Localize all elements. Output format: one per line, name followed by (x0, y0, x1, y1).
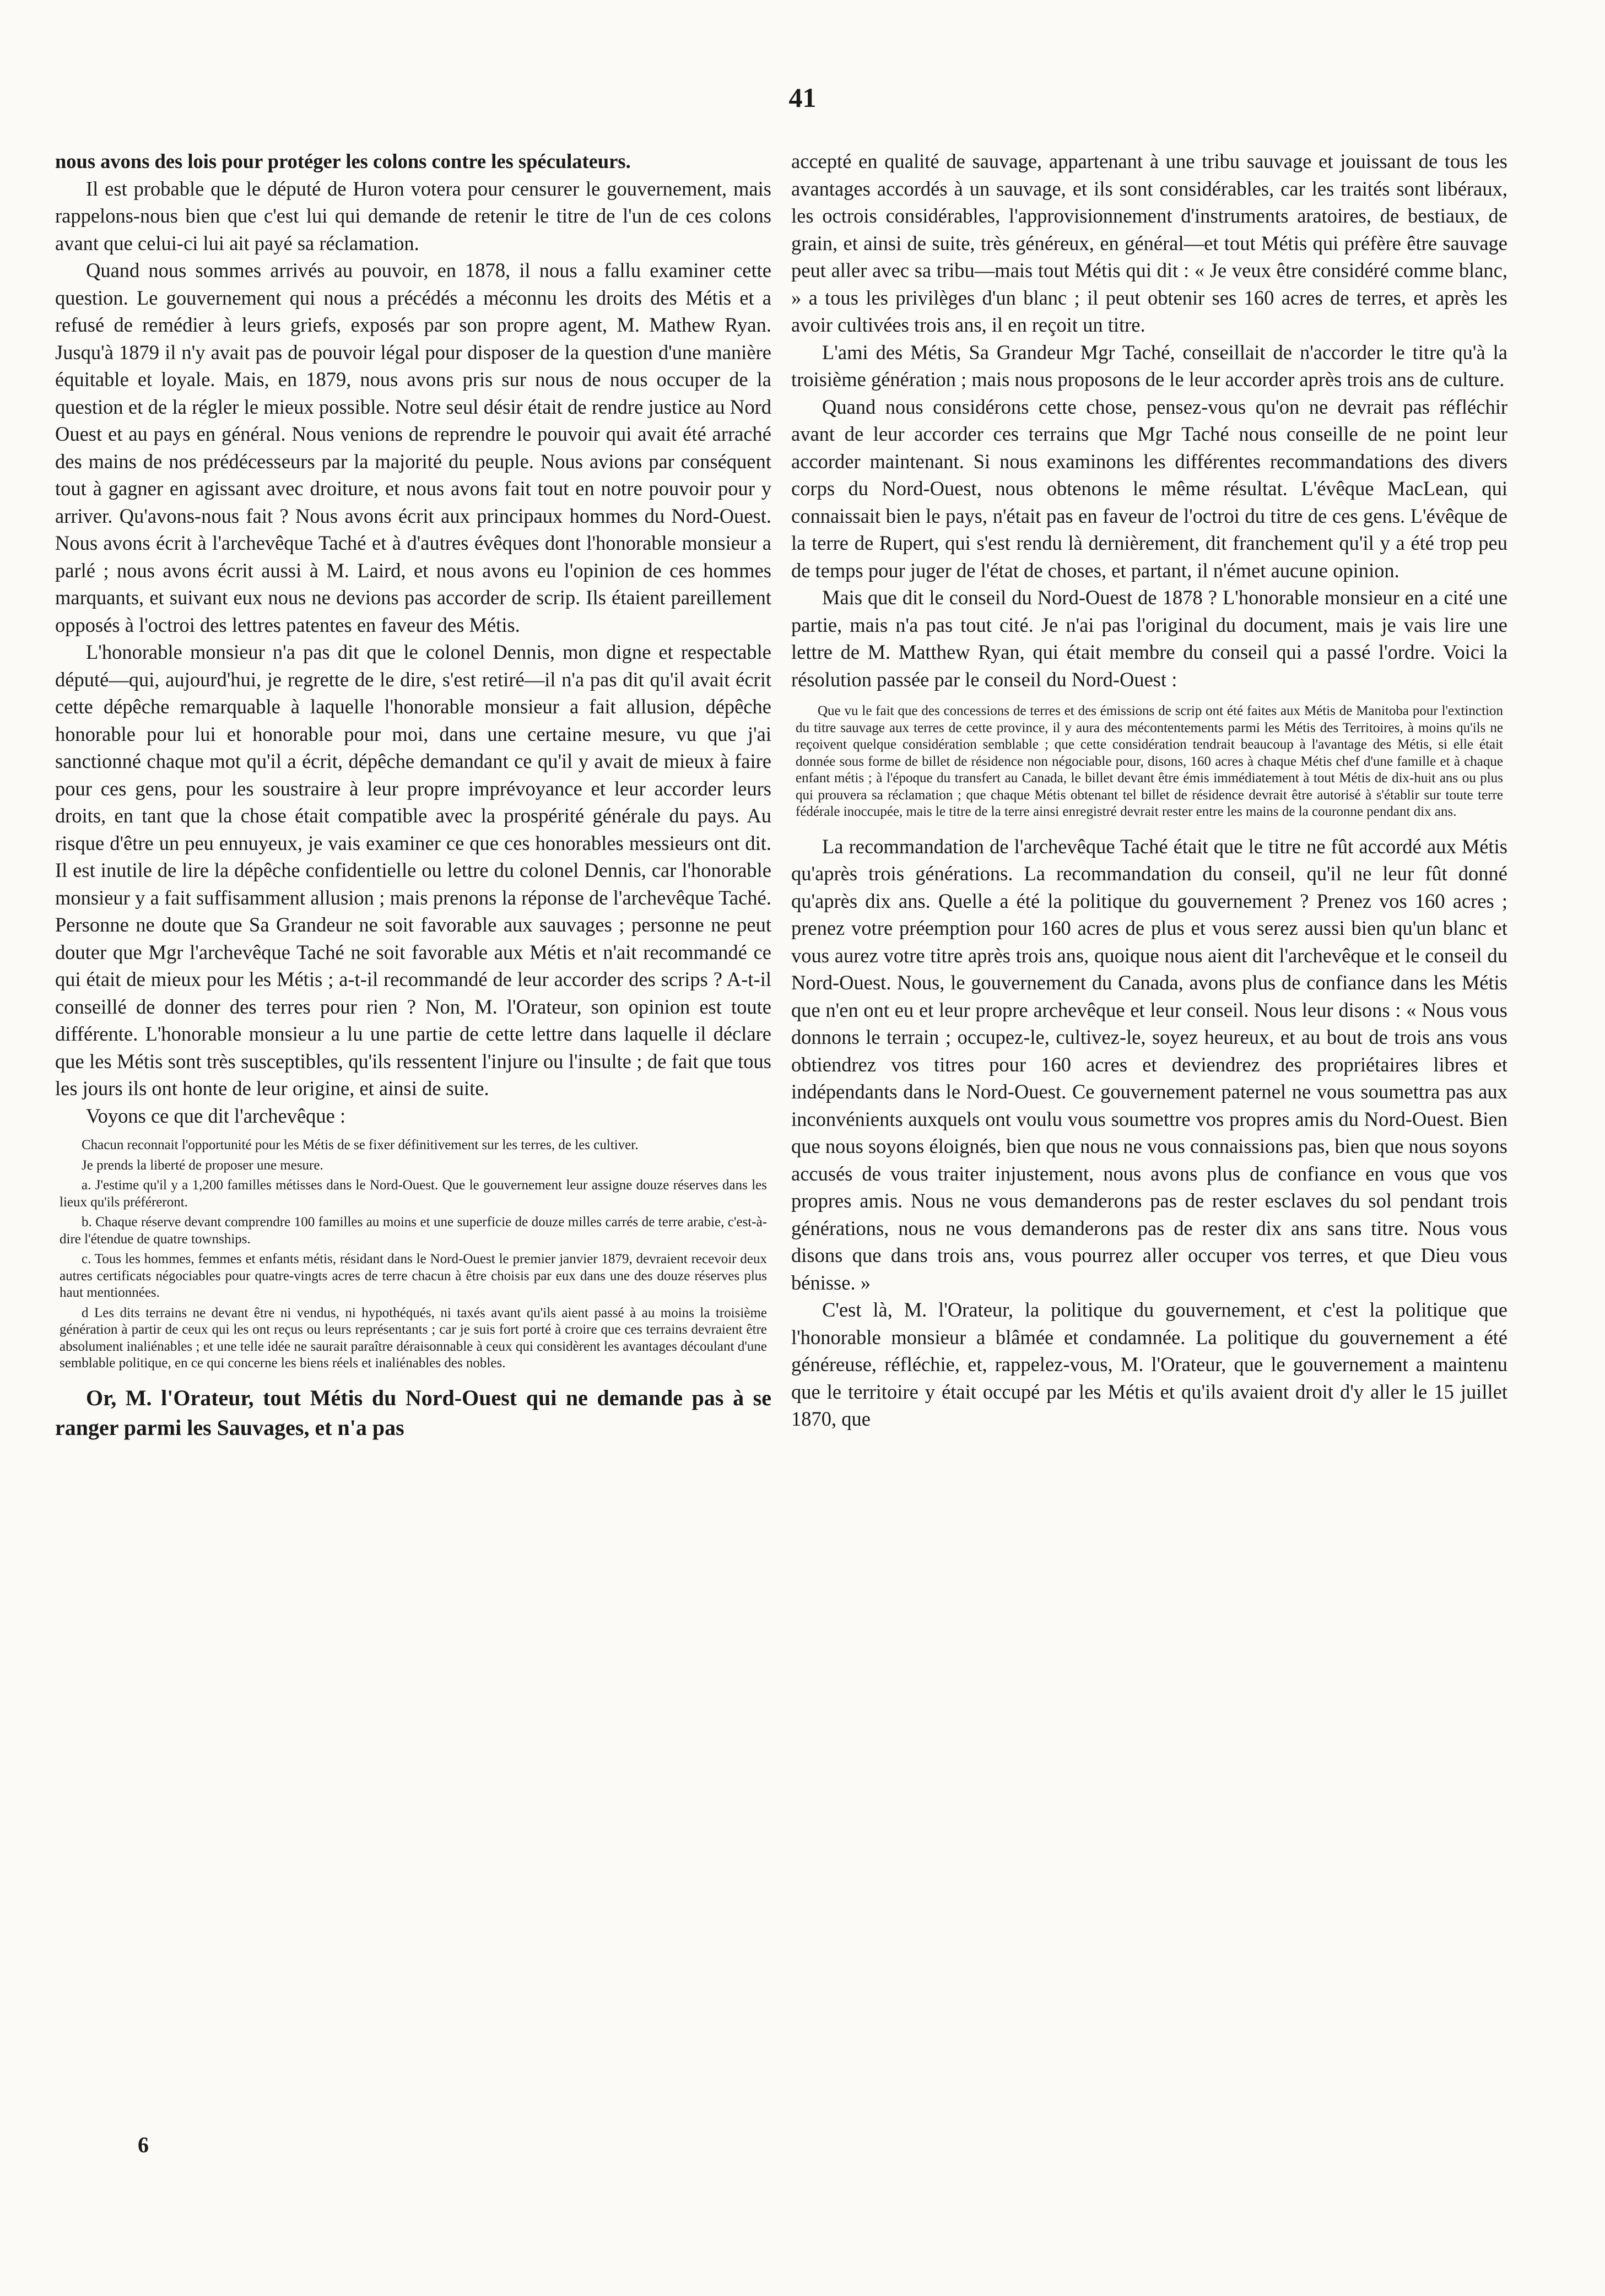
paragraph: accepté en qualité de sauvage, appartenant à une tribu sauvage et jouissant de tous les avantages accordés à un sauvage, et ils sont considérables, car les traités sont libéraux, les octrois considérables, l'approvisionnement d'instruments aratoires, de bestiaux, de grain, et ainsi de suite, très généreux, en général—et tout Métis qui préfère être sauvage peut aller avec sa tribu—mais tout Métis qui dit : « Je veux être considéré comme blanc, » a tous les privilèges d'un blanc ; il peut obtenir ses 160 acres de terres, et après les avoir cultivées trois ans, il en reçoit un titre. (791, 150, 1507, 336)
quote-line: d Les dits terrains ne devant être ni vendus, ni hypothéqués, ni taxés avant qu'ils aient passé à au moins la troisième génération à partir de ceux qui les ont reçus ou leurs représentants ; car je suis fort porté à croire que ces terrains devraient être absolument inaliénables ; et une telle idée ne saurait paraître déraisonnable à ceux qui considèrent les avantages découlant d'une semblable politique, en ce qui concerne les biens réels et inaliénables des nobles. (60, 1305, 767, 1371)
paragraph: C'est là, M. l'Orateur, la politique du gouvernement, et c'est la politique que l'honorable monsieur a blâmée et condamnée. La politique du gouvernement a été généreuse, réfléchie, et, rappelez-vous, M. l'Orateur, que le gouvernement a maintenu que le territoire y était occupé par les Métis et qu'ils avaient droit d'y aller le 15 juillet 1870, que (791, 1298, 1507, 1430)
paragraph: Quand nous considérons cette chose, pensez-vous qu'on ne devrait pas réfléchir avant de leur accorder ces terrains que Mgr Taché nous conseille de ne point leur accorder maintenant. Si nous examinons les différentes recommandations des divers corps du Nord-Ouest, nous obtenons le même résultat. L'évêque MacLean, qui connaissait bien le pays, n'était pas en faveur de l'octroi du titre de ces gens. L'évêque de la terre de Rupert, qui s'est rendu là dernièrement, dit franchement qu'il y a été trop peu de temps pour juger de l'état de choses, et partant, il n'émet aucune opinion. (791, 395, 1507, 582)
left-column (55, 148, 771, 1443)
paragraph: Quand nous sommes arrivés au pouvoir, en 1878, il nous a fallu examiner cette question. Le gouvernement qui nous a précédés a méconnu les droits des Métis et a refusé de remédier à leurs griefs, exposés par son propre agent, M. Mathew Ryan. Jusqu'à 1879 il n'y avait pas de pouvoir légal pour disposer de la question d'une manière équitable et loyale. Mais, en 1879, nous avons pris sur nous de nous occuper de la question et de la régler le mieux possible. Notre seul désir était de rendre justice au Nord Ouest et au pays en général. Nous venions de reprendre le pouvoir qui avait été arraché des mains de nos prédécesseurs par la majorité du peuple. Nous avions par conséquent tout à gagner en agissant avec droiture, et nous avons fait tout en notre pouvoir pour y arriver. Qu'avons-nous fait ? Nous avons écrit aux principaux hommes du Nord-Ouest. Nous avons écrit à l'archevêque Taché et à d'autres évêques dont l'honorable monsieur a parlé ; nous avons écrit aussi à M. Laird, et nous avons eu l'opinion de ces hommes marquants, et suivant eux nous ne devions pas accorder de scrip. Ils étaient pareillement opposés à l'octroi des lettres patentes en faveur des Métis. (55, 259, 771, 636)
paragraph: Mais que dit le conseil du Nord-Ouest de 1878 ? L'honorable monsieur en a cité une partie, mais n'a pas tout cité. Je n'ai pas l'original du document, mais je vais lire une lettre de M. Matthew Ryan, qui était membre du conseil qui a passé l'ordre. Voici la résolution passée par le conseil du Nord-Ouest : (791, 586, 1507, 691)
paragraph: L'ami des Métis, Sa Grandeur Mgr Taché, conseillait de n'accorder le titre qu'à la troisième génération ; mais nous proposons de le leur accorder après trois ans de culture. (791, 340, 1507, 391)
quote-line: b. Chaque réserve devant comprendre 100 familles au moins et une superficie de douze milles carrés de terre arabie, c'est-à-dire l'étendue de quatre townships. (60, 1215, 767, 1247)
paragraph: La recommandation de l'archevêque Taché était que le titre ne fût accordé aux Métis qu'après trois générations. La recommandation du conseil, qu'il ne leur fût donné qu'après dix ans. Quelle a été la politique du gouvernement ? Prenez vos 160 acres ; prenez votre préemption pour 160 acres de plus et vous serez aussi bien qu'un blanc et vous aurez votre titre après trois ans, quoique nous aient dit l'archevêque et le conseil du Nord-Ouest. Nous, le gouvernement du Canada, avons plus de confiance dans les Métis que n'en ont eu et leur propre archevêque et leur conseil. Nous leur disons : « Nous vous donnons le terrain ; occupez-le, cultivez-le, soyez heureux, et au bout de trois ans vous obtiendrez vos titres pour 160 acres et deviendrez des propriétaires libres et indépendants dans le Nord-Ouest. Ce gouvernement paternel ne vous soumettra pas aux inconvénients auxquels ont voulu vous soumettre vos propres amis du Nord-Ouest. Bien que nous soyons éloignés, bien que nous ne vous connaissions pas, bien que nous soyons accusés de vous traiter injustement, nous avons plus de confiance en vous que vos propres amis. Nous ne vous demanderons pas de rester esclaves du sol pendant trois générations, nous ne vous demanderons pas de rester dix ans sans titre. Nous vous disons que dans trois ans, vous pourrez aller occuper vos terres, et que Dieu vous bénisse. » (791, 835, 1507, 1294)
paragraph: Voyons ce que dit l'archevêque : (86, 1104, 346, 1127)
page-number: 41 (788, 82, 817, 113)
signature-mark: 6 (138, 2132, 149, 2157)
paragraph: nous avons des lois pour protéger les colons contre les spéculateurs. (55, 150, 631, 172)
quote-line: a. J'estime qu'il y a 1,200 familles métisses dans le Nord-Ouest. Que le gouvernement leur assigne douze réserves dans les lieux qu'ils préféreront. (60, 1178, 767, 1210)
archbishop-quote (55, 1137, 771, 1372)
paragraph: L'honorable monsieur n'a pas dit que le colonel Dennis, mon digne et respectable député—qui, aujourd'hui, je regrette de le dire, s'est retiré—il n'a pas dit qu'il avait écrit cette dépêche remarquable à laquelle l'honorable monsieur a fait allusion, dépêche honorable pour lui et honorable pour moi, dans une certaine mesure, vu que j'ai sanctionné chaque mot qu'il a écrit, dépêche demandant ce qu'il y avait de mieux à faire pour ces gens, pour les soustraire à leur propre imprévoyance et leur accorder leurs droits, en tant que la chose était compatible avec la prospérité générale du pays. Au risque d'être un peu ennuyeux, je vais examiner ce que ces honorables messieurs ont dit. Il est inutile de lire la dépêche confidentielle ou lettre du colonel Dennis, car l'honorable monsieur y a fait suffisamment allusion ; mais prenons la réponse de l'archevêque Taché. Personne ne doute que Sa Grandeur ne soit favorable aux sauvages ; personne ne peut douter que Mgr l'archevêque Taché ne soit favorable aux Métis et n'ait recommandé ce qui était de mieux pour les Métis ; a-t-il recommandé de leur accorder des scrips ? A-t-il conseillé de donner des terres pour rien ? Non, M. l'Orateur, son opinion est toute différente. L'honorable monsieur a lu une partie de cette lettre dans laquelle il déclare que les Métis sont très susceptibles, qu'ils ressentent l'injure ou l'insulte ; de fait que tous les jours ils ont honte de leur origine, et ainsi de suite. (55, 641, 771, 1100)
paragraph: Or, M. l'Orateur, tout Métis du Nord-Ouest qui ne demande pas à se ranger parmi les Sauvages, et n'a pas (55, 1385, 771, 1440)
quote-line: c. Tous les hommes, femmes et enfants métis, résidant dans le Nord-Ouest le premier janvier 1879, devraient recevoir deux autres certificats négociables pour quatre-vingts acres de terre chacun à être choisis par eux dans une des douze réserves plus haut mentionnées. (60, 1252, 767, 1300)
quote-line: Je prends la liberté de proposer une mesure. (82, 1157, 323, 1173)
quote-line: Chacun reconnait l'opportunité pour les Métis de se fixer définitivement sur les terres, de les cultiver. (82, 1138, 639, 1152)
right-column (791, 148, 1507, 1433)
council-resolution-quote: Que vu le fait que des concessions de terres et des émissions de scrip ont été faites aux Métis de Manitoba pour l'extinction du titre sauvage aux terres de cette province, il y aura des mécontentements parmi les Métis des Territoires, à moins qu'ils ne reçoivent quelque considération semblable ; que cette considération tendrait beaucoup à l'avantage des Métis, si elle était donnée sous forme de billet de résidence non négociable pour, disons, 160 acres à chaque Métis chef d'une famille et à chaque enfant métis ; à l'époque du transfert au Canada, le billet devant être émis immédiatement à tout Métis de dix-huit ans ou plus qui prouvera sa réclamation ; que chaque Métis obtenant tel billet de résidence devrait être autorisé à s'établir sur toute terre fédérale inoccupée, mais le titre de la terre ainsi enregistré devrait rester entre les mains de la couronne pendant dix ans. (796, 703, 1503, 819)
paragraph: Il est probable que le député de Huron votera pour censurer le gouvernement, mais rappelons-nous bien que c'est lui qui demande de retenir le titre de l'un de ces colons avant que celui-ci lui ait payé sa réclamation. (55, 177, 771, 254)
